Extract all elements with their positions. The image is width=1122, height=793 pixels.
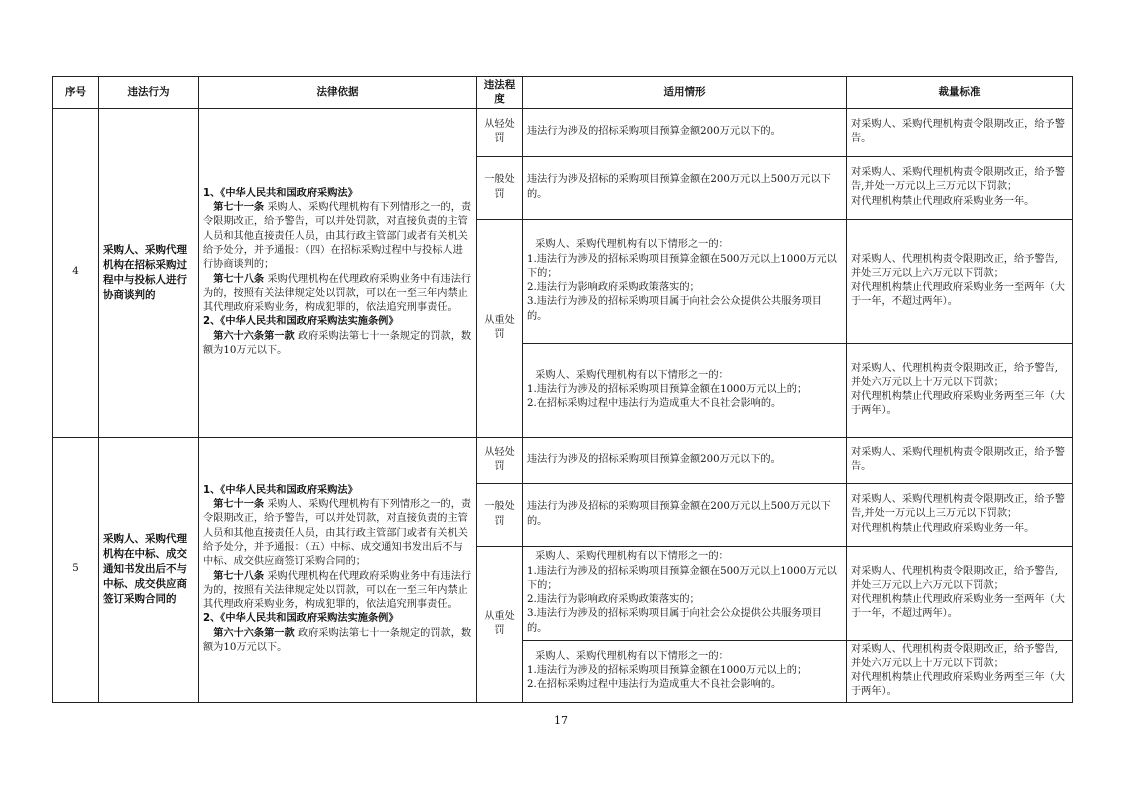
level-general: 一般处罚 xyxy=(477,156,523,219)
standard-heavy-2: 对采购人、代理机构责令限期改正，给予警告,并处六万元以上十万元以下罚款； 对代理机构禁止代理政府采购业务两至三年（大于两年）。 xyxy=(847,343,1073,437)
standard-light: 对采购人、采购代理机构责令限期改正，给予警告。 xyxy=(847,437,1073,483)
article-78-label: 第七十八条 xyxy=(213,570,265,582)
standard-light: 对采购人、采购代理机构责令限期改正，给予警告。 xyxy=(847,108,1073,156)
article-71-label: 第七十一条 xyxy=(213,499,265,511)
article-66-text: 政府采购法第七十一条规定的罚款，数额为10万元以下。 xyxy=(203,627,472,654)
article-78-label: 第七十八条 xyxy=(213,273,265,285)
law2-title: 2、《中华人民共和国政府采购法实施条例》 xyxy=(203,613,399,625)
level-light: 从轻处罚 xyxy=(477,437,523,483)
penalty-table xyxy=(52,76,1073,703)
standard-heavy-1: 对采购人、代理机构责令限期改正，给予警告,并处三万元以上六万元以下罚款； 对代理机构禁止代理政府采购业务一至两年（大于一年，不超过两年）。 xyxy=(847,219,1073,343)
standard-heavy-1: 对采购人、代理机构责令限期改正，给予警告,并处三万元以上六万元以下罚款； 对代理机构禁止代理政府采购业务一至两年（大于一年，不超过两年）。 xyxy=(847,546,1073,640)
article-71-label: 第七十一条 xyxy=(213,202,265,214)
case-general: 违法行为涉及招标的采购项目预算金额在200万元以上500万元以下的。 xyxy=(523,483,847,546)
header-act: 违法行为 xyxy=(99,77,199,109)
header-level: 违法程度 xyxy=(477,77,523,109)
violation-act: 采购人、采购代理机构在招标采购过程中与投标人进行协商谈判的 xyxy=(99,108,199,437)
level-heavy: 从重处罚 xyxy=(477,219,523,437)
standard-general: 对采购人、采购代理机构责令限期改正，给予警告,并处一万元以上三万元以下罚款； 对代理机构禁止代理政府采购业务一年。 xyxy=(847,483,1073,546)
article-71-text: 采购人、采购代理机构有下列情形之一的，责令限期改正，给予警告，可以并处罚款，对直接负责的主管人员和其他直接责任人员，由其行政主管部门或者有关机关给予处分，并予通报：（四）在招标采购过程中与投标人进行协商谈判的； xyxy=(203,202,472,271)
page xyxy=(52,76,1072,703)
case-heavy-2: 采购人、采购代理机构有以下情形之一的： 1.违法行为涉及的招标采购项目预算金额在1000万元以上的； 2.在招标采购过程中违法行为造成重大不良社会影响的。 xyxy=(523,640,847,702)
article-66-label: 第六十六条第一款 xyxy=(213,330,295,342)
article-78-text: 采购代理机构在代理政府采购业务中有违法行为的，按照有关法律规定处以罚款，可以在一至三年内禁止其代理政府采购业务，构成犯罪的，依法追究刑事责任。 xyxy=(203,273,472,314)
table-row xyxy=(53,437,1073,483)
table-row xyxy=(53,108,1073,156)
header-no: 序号 xyxy=(53,77,99,109)
case-heavy-2: 采购人、采购代理机构有以下情形之一的： 1.违法行为涉及的招标采购项目预算金额在1000万元以上的； 2.在招标采购过程中违法行为造成重大不良社会影响的。 xyxy=(523,343,847,437)
case-light: 违法行为涉及的招标采购项目预算金额200万元以下的。 xyxy=(523,108,847,156)
table-header-row xyxy=(53,77,1073,109)
legal-basis xyxy=(199,437,477,702)
violation-act: 采购人、采购代理机构在中标、成交通知书发出后不与中标、成交供应商签订采购合同的 xyxy=(99,437,199,702)
article-66-text: 政府采购法第七十一条规定的罚款，数额为10万元以下。 xyxy=(203,330,472,357)
level-light: 从轻处罚 xyxy=(477,108,523,156)
law1-title: 1、《中华人民共和国政府采购法》 xyxy=(203,187,358,199)
header-case: 适用情形 xyxy=(523,77,847,109)
level-general: 一般处罚 xyxy=(477,483,523,546)
row-number: 5 xyxy=(53,437,99,702)
row-number: 4 xyxy=(53,108,99,437)
legal-basis xyxy=(199,108,477,437)
case-light: 违法行为涉及的招标采购项目预算金额200万元以下的。 xyxy=(523,437,847,483)
case-general: 违法行为涉及招标的采购项目预算金额在200万元以上500万元以下的。 xyxy=(523,156,847,219)
standard-general: 对采购人、采购代理机构责令限期改正，给予警告,并处一万元以上三万元以下罚款； 对代理机构禁止代理政府采购业务一年。 xyxy=(847,156,1073,219)
law1-title: 1、《中华人民共和国政府采购法》 xyxy=(203,484,358,496)
law2-title: 2、《中华人民共和国政府采购法实施条例》 xyxy=(203,316,399,328)
header-standard: 裁量标准 xyxy=(847,77,1073,109)
case-heavy-1: 采购人、采购代理机构有以下情形之一的： 1.违法行为涉及的招标采购项目预算金额在500万元以上1000万元以下的； 2.违法行为影响政府采购政策落实的； 3.违法行为涉及的招标采购项目属于向社会公众提供公共服务项目的。 xyxy=(523,219,847,343)
article-78-text: 采购代理机构在代理政府采购业务中有违法行为的，按照有关法律规定处以罚款，可以在一至三年内禁止其代理政府采购业务，构成犯罪的，依法追究刑事责任。 xyxy=(203,570,472,611)
article-71-text: 采购人、采购代理机构有下列情形之一的，责令限期改正，给予警告，可以并处罚款，对直接负责的主管人员和其他直接责任人员，由其行政主管部门或者有关机关给予处分，并予通报：（五）中标、成交通知书发出后不与中标、成交供应商签订采购合同的； xyxy=(203,499,472,568)
page-number: 17 xyxy=(554,714,568,727)
case-heavy-1: 采购人、采购代理机构有以下情形之一的： 1.违法行为涉及的招标采购项目预算金额在500万元以上1000万元以下的； 2.违法行为影响政府采购政策落实的； 3.违法行为涉及的招标采购项目属于向社会公众提供公共服务项目的。 xyxy=(523,546,847,640)
article-66-label: 第六十六条第一款 xyxy=(213,627,295,639)
standard-heavy-2: 对采购人、代理机构责令限期改正，给予警告,并处六万元以上十万元以下罚款； 对代理机构禁止代理政府采购业务两至三年（大于两年）。 xyxy=(847,640,1073,702)
level-heavy: 从重处罚 xyxy=(477,546,523,702)
header-basis: 法律依据 xyxy=(199,77,477,109)
